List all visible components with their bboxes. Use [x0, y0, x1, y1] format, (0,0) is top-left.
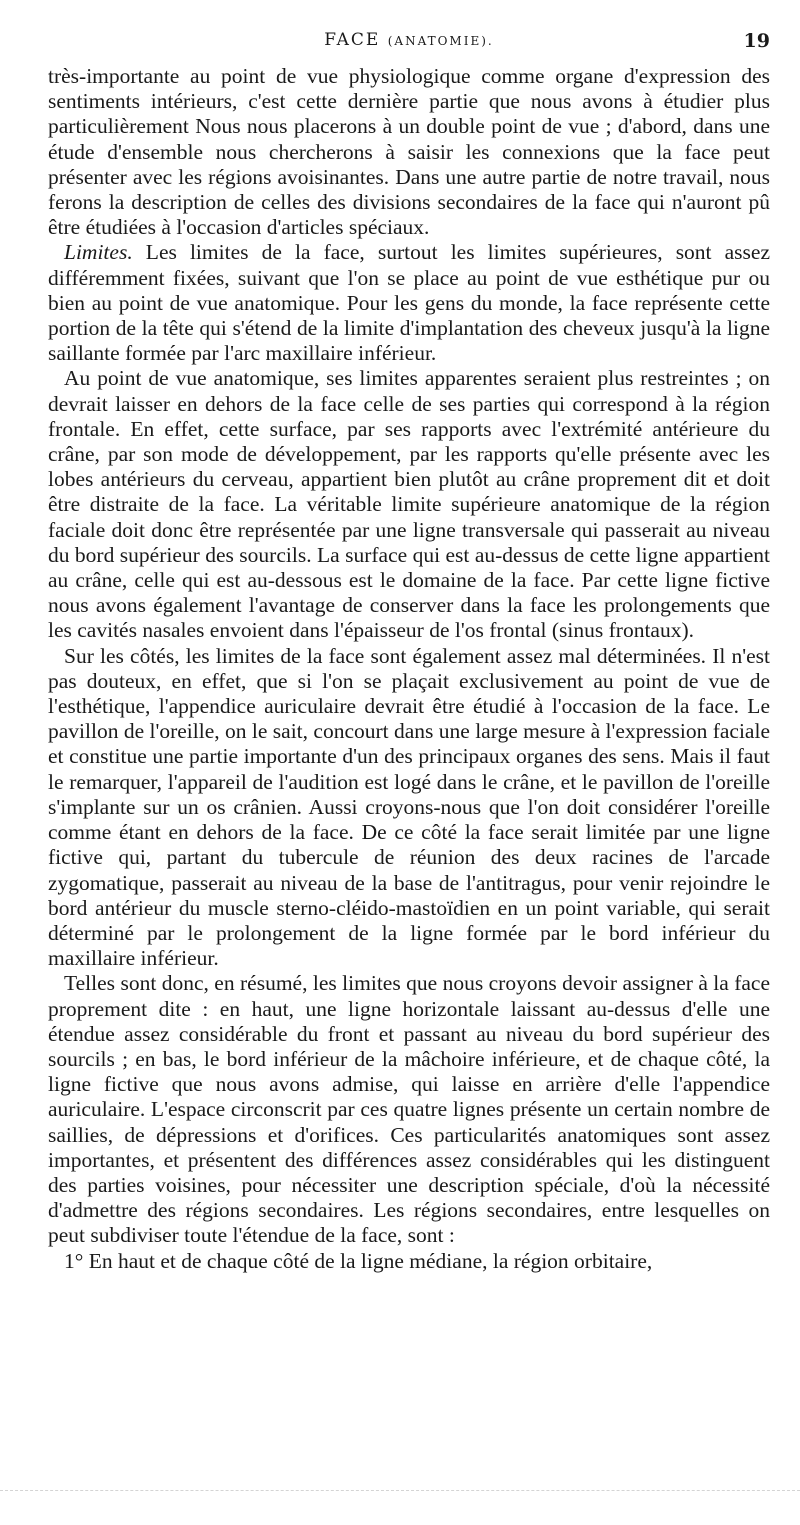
running-title-main: FACE: [324, 30, 381, 50]
paragraph-2: [48, 240, 770, 366]
running-title: [48, 30, 770, 50]
paragraph-4: [48, 644, 770, 972]
scan-edge-line: [0, 1490, 800, 1491]
paragraph-3: [48, 366, 770, 643]
body-text: [48, 64, 770, 1274]
paragraph-4-text: Sur les côtés, les limites de la face sont également assez mal déterminées. Il n'est pas douteux, en effet, que si l'on se plaçait exclusivement au point de vue de l'esthétique, l'appendice auriculaire devrait être étudié à l'occasion de la face. Le pavillon de l'oreille, on le sait, concourt dans une large mesure à l'expression faciale et constitue une partie importante d'un des principaux organes des sens. Mais il faut le remarquer, l'appareil de l'audition est logé dans le crâne, et le pavillon de l'oreille s'implante sur un os crânien. Aussi croyons-nous que l'on doit considérer l'oreille comme étant en dehors de la face. De ce côté la face serait limitée par une ligne fictive qui, partant du tubercule de réunion des deux racines de l'arcade zygomatique, passerait au niveau de la base de l'antitragus, pour venir rejoindre le bord antérieur du muscle sterno-cléido-mastoïdien en un point variable, qui serait déterminé par le prolongement de la ligne formée par le bord inférieur du maxillaire inférieur.: [48, 643, 770, 971]
paragraph-1-text: très-importante au point de vue physiologique comme organe d'expression des sentiments intérieurs, c'est cette dernière partie que nous avons à étudier plus particulièrement Nous nous placerons à un double point de vue ; d'abord, dans une étude d'ensemble nous chercherons à saisir les connexions que la face peut présenter avec les régions avoisinantes. Dans une autre partie de notre travail, nous ferons la description de celles des divisions secondaires de la face qui n'auront pû être étudiées à l'occasion d'articles spéciaux.: [48, 64, 770, 240]
paragraph-2-lead: Limites.: [64, 240, 133, 265]
paragraph-6: [48, 1249, 770, 1274]
paragraph-2-text: Les limites de la face, surtout les limites supérieures, sont assez différemment fixées, suivant que l'on se place au point de vue esthétique pur ou bien au point de vue anatomique. Pour les gens du monde, la face représente cette portion de la tête qui s'étend de la limite d'implantation des cheveux jusqu'à la ligne saillante formée par l'arc maxillaire inférieur.: [48, 240, 770, 366]
paragraph-5: [48, 971, 770, 1248]
paragraph-5-text: Telles sont donc, en résumé, les limites que nous croyons devoir assigner à la face proprement dite : en haut, une ligne horizontale laissant au-dessus d'elle une étendue assez considérable du front et passant au niveau du bord supérieur des sourcils ; en bas, le bord inférieur de la mâchoire inférieure, et de chaque côté, la ligne fictive que nous avons admise, qui laisse en arrière d'elle l'appendice auriculaire. L'espace circonscrit par ces quatre lignes présente un certain nombre de saillies, de dépressions et d'orifices. Ces particularités anatomiques sont assez importantes, et présentent des différences assez considérables qui les distinguent des parties voisines, pour nécessiter une description spéciale, d'où la nécessité d'admettre des régions secondaires. Les régions secondaires, entre lesquelles on peut subdiviser toute l'étendue de la face, sont :: [48, 971, 770, 1248]
running-title-sub: (ANATOMIE).: [387, 34, 494, 48]
page-header: [48, 30, 770, 56]
paragraph-6-text: 1° En haut et de chaque côté de la ligne médiane, la région orbitaire,: [64, 1248, 653, 1273]
paragraph-3-text: Au point de vue anatomique, ses limites apparentes seraient plus restreintes ; on devrait laisser en dehors de la face celle de ses parties qui correspond à la région frontale. En effet, cette surface, par ses rapports avec l'extrémité antérieure du crâne, par son mode de développement, par les rapports qu'elle présente avec les lobes antérieurs du cerveau, appartient bien plutôt au crâne proprement dit et doit être distraite de la face. La véritable limite supérieure anatomique de la région faciale doit donc être représentée par une ligne transversale qui passerait au niveau du bord supérieur des sourcils. La surface qui est au-dessus de cette ligne appartient au crâne, celle qui est au-dessous est le domaine de la face. Par cette ligne fictive nous avons également l'avantage de conserver dans la face les prolongements que les cavités nasales envoient dans l'épaisseur de l'os frontal (sinus frontaux).: [48, 366, 770, 643]
page-number: 19: [743, 30, 770, 52]
paragraph-1: [48, 64, 770, 240]
